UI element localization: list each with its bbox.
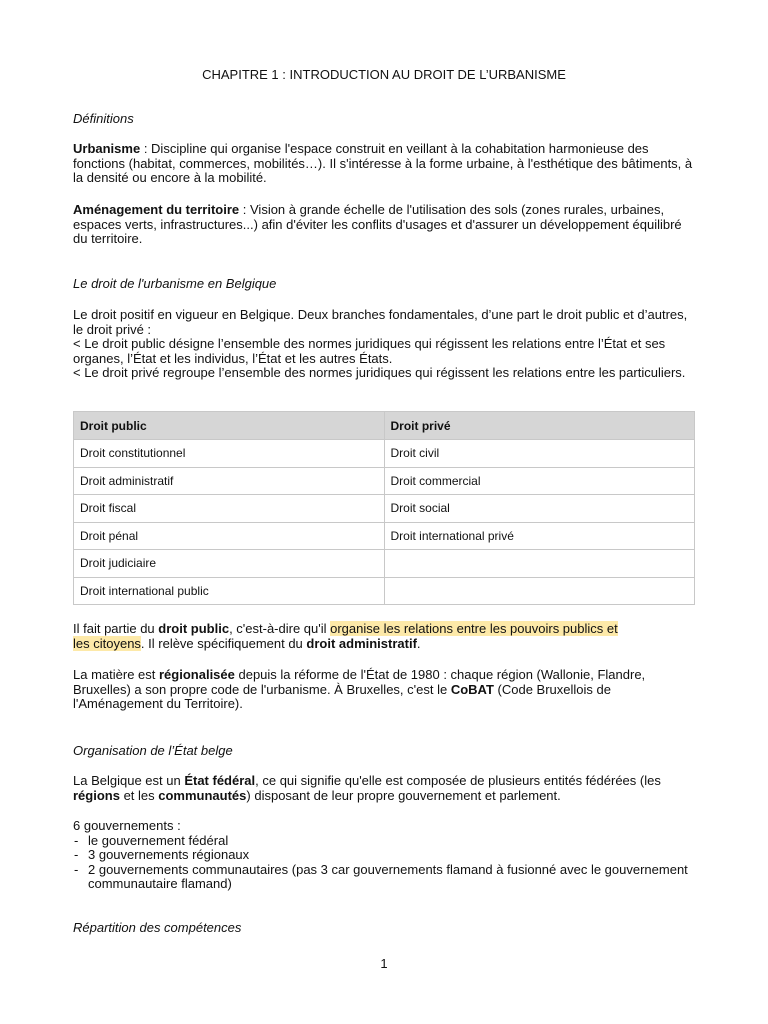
page-number: 1 — [380, 956, 388, 971]
table-cell: Droit fiscal — [74, 495, 385, 523]
table-cell: Droit civil — [384, 440, 695, 468]
urbanisme-term: Urbanisme — [73, 141, 141, 156]
gouvernements-block — [73, 819, 695, 892]
list-item: - 2 gouvernements communautaires (pas 3 car gouvernements flamand à fusionné avec le gouvernement communautaire flamand) — [73, 863, 695, 892]
table-row — [74, 467, 695, 495]
text-run: (Code Bruxellois de l'Aménagement du Territoire). — [73, 681, 611, 712]
chapter-title: CHAPITRE 1 : INTRODUCTION AU DROIT DE L’URBANISME — [202, 67, 566, 82]
table-cell: Droit commercial — [384, 467, 695, 495]
table-header-row — [74, 412, 695, 440]
table-header-cell: Droit public — [74, 412, 385, 440]
gouvernements-list — [73, 834, 695, 892]
text-run: ) disposant de leur propre gouvernement et parlement. — [246, 787, 561, 803]
droit-belgique-heading: Le droit de l'urbanisme en Belgique — [73, 276, 277, 291]
table-cell: Droit pénal — [74, 522, 385, 550]
table-cell: Droit judiciaire — [74, 550, 385, 578]
table-cell: Droit social — [384, 495, 695, 523]
table-cell — [384, 577, 695, 605]
fait-partie-paragraph — [73, 622, 695, 651]
text-run: et les — [119, 787, 159, 803]
table-cell — [384, 550, 695, 578]
definitions-heading: Définitions — [73, 111, 134, 126]
amenagement-definition — [73, 203, 695, 247]
urbanisme-definition — [73, 142, 695, 186]
urbanisme-text: : Discipline qui organise l'espace construit en veillant à la cohabitation harmonieuse des fonctions (habitat, commerces, mobilités…). Il s'intéresse à la forme urbaine, à l'esthétique des bâtiments, à la densité ou encore à la mobilité. — [73, 141, 693, 186]
text-run: , c'est-à-dire qu'il — [229, 621, 331, 636]
amenagement-term: Aménagement du territoire — [73, 202, 240, 217]
text-run: , ce qui signifie qu'elle est composée de plusieurs entités fédérées (les — [255, 773, 661, 788]
droit-branches-table — [73, 411, 695, 605]
bold-run: régions — [73, 787, 120, 803]
text-run: La Belgique est un — [73, 773, 185, 788]
repartition-heading: Répartition des compétences — [73, 920, 242, 935]
list-item: - 3 gouvernements régionaux — [73, 848, 695, 863]
table-row — [74, 495, 695, 523]
text-run: depuis la réforme de l'État de 1980 : chaque région (Wallonie, Flandre, Bruxelles) a son propre code de l'urbanisme. À Bruxelles, c'est le — [73, 667, 646, 697]
table-row — [74, 522, 695, 550]
droit-prive-line: < Le droit privé regroupe l’ensemble des normes juridiques qui régissent les relations entre les particuliers. — [73, 365, 686, 381]
highlight-run: organise les relations entre les pouvoirs publics et — [330, 621, 618, 636]
bold-run: régionalisée — [159, 667, 235, 682]
table-cell: Droit constitutionnel — [74, 440, 385, 468]
highlight-run: les citoyens — [73, 635, 141, 651]
bold-run: État fédéral — [184, 773, 256, 788]
bold-run: communautés — [158, 787, 247, 803]
gouvernements-count: 6 gouvernements : — [73, 818, 181, 833]
text-run: . — [416, 635, 421, 651]
amenagement-text: : Vision à grande échelle de l'utilisation des sols (zones rurales, urbaines, espaces verts, infrastructures...) afin d'éviter les conflits d'usages et d'assurer un développement équilibré du territoire. — [73, 202, 682, 247]
text-run: . Il relève spécifiquement du — [140, 635, 307, 651]
table-cell: Droit administratif — [74, 467, 385, 495]
table-cell: Droit international public — [74, 577, 385, 605]
list-item: - le gouvernement fédéral — [73, 834, 695, 849]
regionalisee-paragraph — [73, 668, 695, 712]
droit-belgique-intro: Le droit positif en vigueur en Belgique. Deux branches fondamentales, d’une part le droit public et d’autres, le droit privé : — [73, 307, 688, 337]
bold-run: droit public — [158, 621, 230, 636]
droit-belgique-paragraph — [73, 308, 695, 381]
bold-run: droit administratif — [306, 635, 417, 651]
table-header-cell: Droit privé — [384, 412, 695, 440]
bold-run: CoBAT — [450, 681, 494, 697]
etat-federal-paragraph — [73, 774, 695, 803]
organisation-heading: Organisation de l’État belge — [73, 743, 233, 758]
table-cell: Droit international privé — [384, 522, 695, 550]
table-row — [74, 577, 695, 605]
text-run: Il fait partie du — [73, 621, 159, 636]
table-row — [74, 440, 695, 468]
droit-public-line: < Le droit public désigne l’ensemble des normes juridiques qui régissent les relations entre l’État et ses organes, l’État et les individus, l’État et les autres États. — [73, 336, 666, 366]
text-run: La matière est — [73, 667, 159, 682]
table-row — [74, 550, 695, 578]
